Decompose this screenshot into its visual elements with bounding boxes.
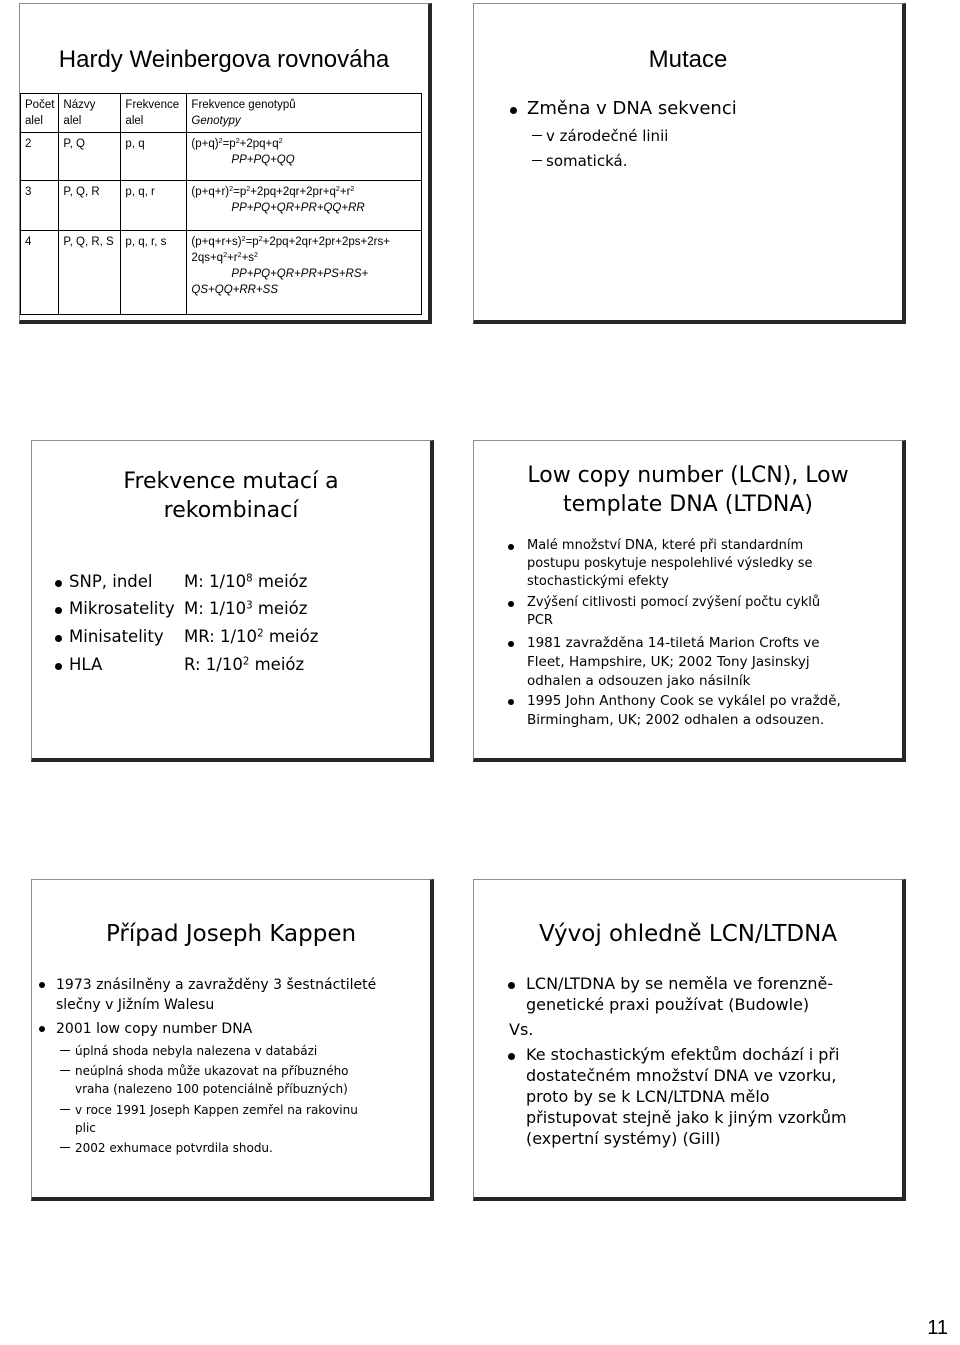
- slide-frekvence-mutaci: [31, 440, 434, 762]
- cell-names: P, Q: [59, 133, 121, 181]
- bullet-icon: [55, 580, 62, 587]
- bullet-icon: [510, 107, 517, 114]
- dash-icon: [60, 1050, 70, 1051]
- bullet-text: 1995 John Anthony Cook se vykálel po vraždě, Birmingham, UK; 2002 odhalen a odsouzen.: [527, 693, 841, 728]
- sub-bullet-text: somatická.: [546, 152, 628, 170]
- cell-freq: p, q, r: [121, 181, 187, 231]
- bullet-icon: [508, 641, 514, 647]
- slide-hardy-weinberg: [19, 3, 432, 324]
- item-label: Minisatelity: [69, 627, 164, 646]
- cell-freq: p, q: [121, 133, 187, 181]
- page-number: 11: [927, 1317, 948, 1339]
- cell-count: 3: [21, 181, 59, 231]
- cell-names: P, Q, R: [59, 181, 121, 231]
- header-cell: Počet alel: [21, 94, 59, 133]
- cell-genotypes: PP+PQ+QR+PR+QQ+RR: [231, 202, 365, 214]
- dash-icon: [60, 1147, 70, 1148]
- bullet-icon: [508, 1053, 515, 1060]
- slide-title: Frekvence mutací a rekombinací: [123, 469, 339, 523]
- item-value: M: $1/10^8$ meióz: [184, 572, 308, 591]
- bullet-icon: [55, 663, 62, 670]
- table-row: [21, 231, 422, 315]
- bullet-icon: [508, 544, 514, 550]
- table-header-row: [21, 94, 422, 133]
- dash-icon: [532, 160, 542, 161]
- header-cell: [187, 94, 422, 133]
- cell-genotypes: PP+PQ+QR+PR+PS+RS+: [231, 268, 369, 280]
- sub-bullet-text: v roce 1991 Joseph Kappen zemřel na rakovinu plic: [75, 1103, 358, 1135]
- header-genotypes: Genotypy: [191, 115, 241, 127]
- table-row: [21, 181, 422, 231]
- bullet-icon: [55, 635, 62, 642]
- slide-vyvoj-lcn: [473, 879, 906, 1201]
- item-value: R: $1/10^2$ meióz: [184, 655, 305, 674]
- item-label: SNP, indel: [69, 572, 153, 591]
- dash-icon: [60, 1109, 70, 1110]
- header-cell: Názvy alel: [59, 94, 121, 133]
- header-cell: Frekvence alel: [121, 94, 187, 133]
- hw-table: [20, 93, 422, 315]
- slide-title: Mutace: [648, 46, 728, 73]
- bullet-icon: [508, 601, 514, 607]
- sub-bullet-text: v zárodečné linii: [546, 127, 669, 145]
- bullet-text: 1973 znásilněny a zavražděny 3 šestnáctileté slečny v Jižním Walesu: [56, 977, 377, 1013]
- cell-names: P, Q, R, S: [59, 231, 121, 315]
- slide-title: Hardy Weinbergova rovnováha: [58, 46, 390, 73]
- bullet-text: 2001 low copy number DNA: [56, 1021, 253, 1037]
- dash-icon: [532, 135, 542, 136]
- table-row: [21, 133, 422, 181]
- cell-formula: $(p+q+r)^2=p^2+2pq+2qr+2pr+q^2+r^2$ PP+PQ+QR+PR+QQ+RR: [187, 181, 422, 231]
- dash-icon: [60, 1070, 70, 1071]
- cell-count: 2: [21, 133, 59, 181]
- vs-text: Vs.: [509, 1020, 534, 1039]
- cell-count: 4: [21, 231, 59, 315]
- bullet-icon: [508, 699, 514, 705]
- slide-mutace: [473, 3, 906, 324]
- bullet-icon: [55, 607, 62, 614]
- bullet-icon: [508, 982, 515, 989]
- bullet-text: 1981 zavražděna 14-tiletá Marion Crofts ve Fleet, Hampshire, UK; 2002 Tony Jasinskyj odhalen a odsouzen jako násilník: [527, 635, 820, 689]
- cell-formula: $(p+q+r+s)^2=p^2+2pq+2qr+2pr+2ps+2rs+$ $2qs+q^2+r^2+s^2$ PP+PQ+QR+PR+PS+RS+ QS+QQ+RR+SS: [187, 231, 422, 315]
- item-label: Mikrosatelity: [69, 599, 175, 618]
- cell-formula: $(p+q)^2=p^2+2pq+q^2$ PP+PQ+QQ: [187, 133, 422, 181]
- bullet-text: Malé množství DNA, které při standardním postupu poskytuje nespolehlivé výsledky se stochastickými efekty: [527, 538, 813, 589]
- sub-bullet-text: 2002 exhumace potvrdila shodu.: [75, 1141, 273, 1155]
- sub-bullet-text: neúplná shoda může ukazovat na příbuzného vraha (nalezeno 100 potenciálně příbuzných): [75, 1064, 349, 1096]
- item-value: MR: $1/10^2$ meióz: [184, 627, 319, 646]
- slide-title: Případ Joseph Kappen: [105, 921, 357, 947]
- slide-title: Low copy number (LCN), Low template DNA (LTDNA): [527, 463, 849, 517]
- bullet-text: Ke stochastickým efektům dochází i při dostatečném množství DNA ve vzorku, proto by se k LCN/LTDNA mělo přistupovat stejně jako k jiným vzorkům (expertní systémy) (Gill): [526, 1045, 847, 1148]
- cell-genotypes: PP+PQ+QQ: [231, 154, 295, 166]
- bullet-icon: [39, 982, 45, 988]
- bullet-icon: [39, 1026, 45, 1032]
- slide-lcn-ltdna: [473, 440, 906, 762]
- bullet-text: LCN/LTDNA by se neměla ve forenzně- genetické praxi používat (Budowle): [526, 974, 834, 1014]
- item-value: M: $1/10^3$ meióz: [184, 599, 308, 618]
- bullet-text: Zvýšení citlivosti pomocí zvýšení počtu cyklů PCR: [527, 595, 821, 628]
- header-genotype-freq: Frekvence genotypů: [191, 99, 296, 111]
- slide-joseph-kappen: [31, 879, 434, 1201]
- bullet-text: Změna v DNA sekvenci: [527, 98, 737, 119]
- slide-title: Vývoj ohledně LCN/LTDNA: [538, 921, 838, 947]
- item-label: HLA: [69, 655, 103, 674]
- cell-genotypes-cont: QS+QQ+RR+SS: [191, 284, 279, 296]
- cell-freq: p, q, r, s: [121, 231, 187, 315]
- sub-bullet-text: úplná shoda nebyla nalezena v databázi: [75, 1044, 318, 1058]
